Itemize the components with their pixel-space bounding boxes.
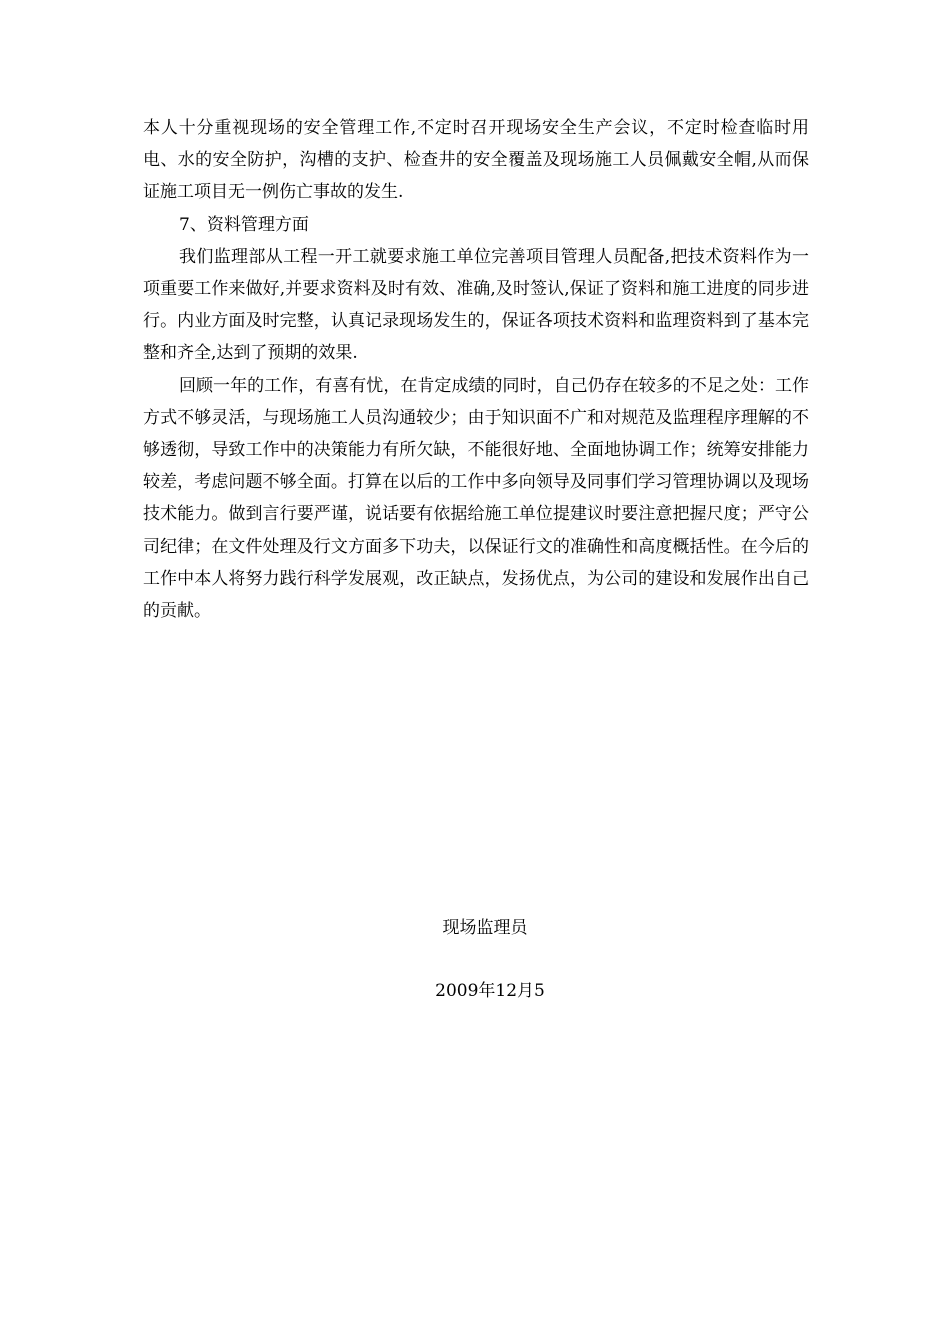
signature-date: 2009年12月5 <box>435 981 545 1001</box>
paragraph-safety-management: 本人十分重视现场的安全管理工作,不定时召开现场安全生产会议，不定时检查临时用电、水的安全防护，沟槽的支护、检查井的安全覆盖及现场施工人员佩戴安全帽,从而保证施工项目无一例伤亡事故的发生. <box>143 118 809 203</box>
document-body <box>143 112 809 627</box>
paragraph-year-review: 回顾一年的工作，有喜有忧，在肯定成绩的同时，自己仍存在较多的不足之处：工作方式不够灵活，与现场施工人员沟通较少；由于知识面不广和对规范及监理程序理解的不够透彻，导致工作中的决策能力有所欠缺，不能很好地、全面地协调工作；统筹安排能力较差，考虑问题不够全面。打算在以后的工作中多向领导及同事们学习管理协调以及现场技术能力。做到言行要严谨，说话要有依据给施工单位提建议时要注意把握尺度；严守公司纪律；在文件处理及行文方面多下功夫，以保证行文的准确性和高度概括性。在今后的工作中本人将努力践行科学发展观，改正缺点，发扬优点，为公司的建设和发展作出自己的贡献。 <box>143 375 809 622</box>
section-heading-data-management: 7、资料管理方面 <box>179 214 309 235</box>
signature-role: 现场监理员 <box>442 918 528 938</box>
paragraph-data-management: 我们监理部从工程一开工就要求施工单位完善项目管理人员配备,把技术资料作为一项重要工作来做好,并要求资料及时有效、准确,及时签认,保证了资料和施工进度的同步进行。内业方面及时完整，认真记录现场发生的，保证各项技术资料和监理资料到了基本完整和齐全,达到了预期的效果. <box>143 246 809 364</box>
